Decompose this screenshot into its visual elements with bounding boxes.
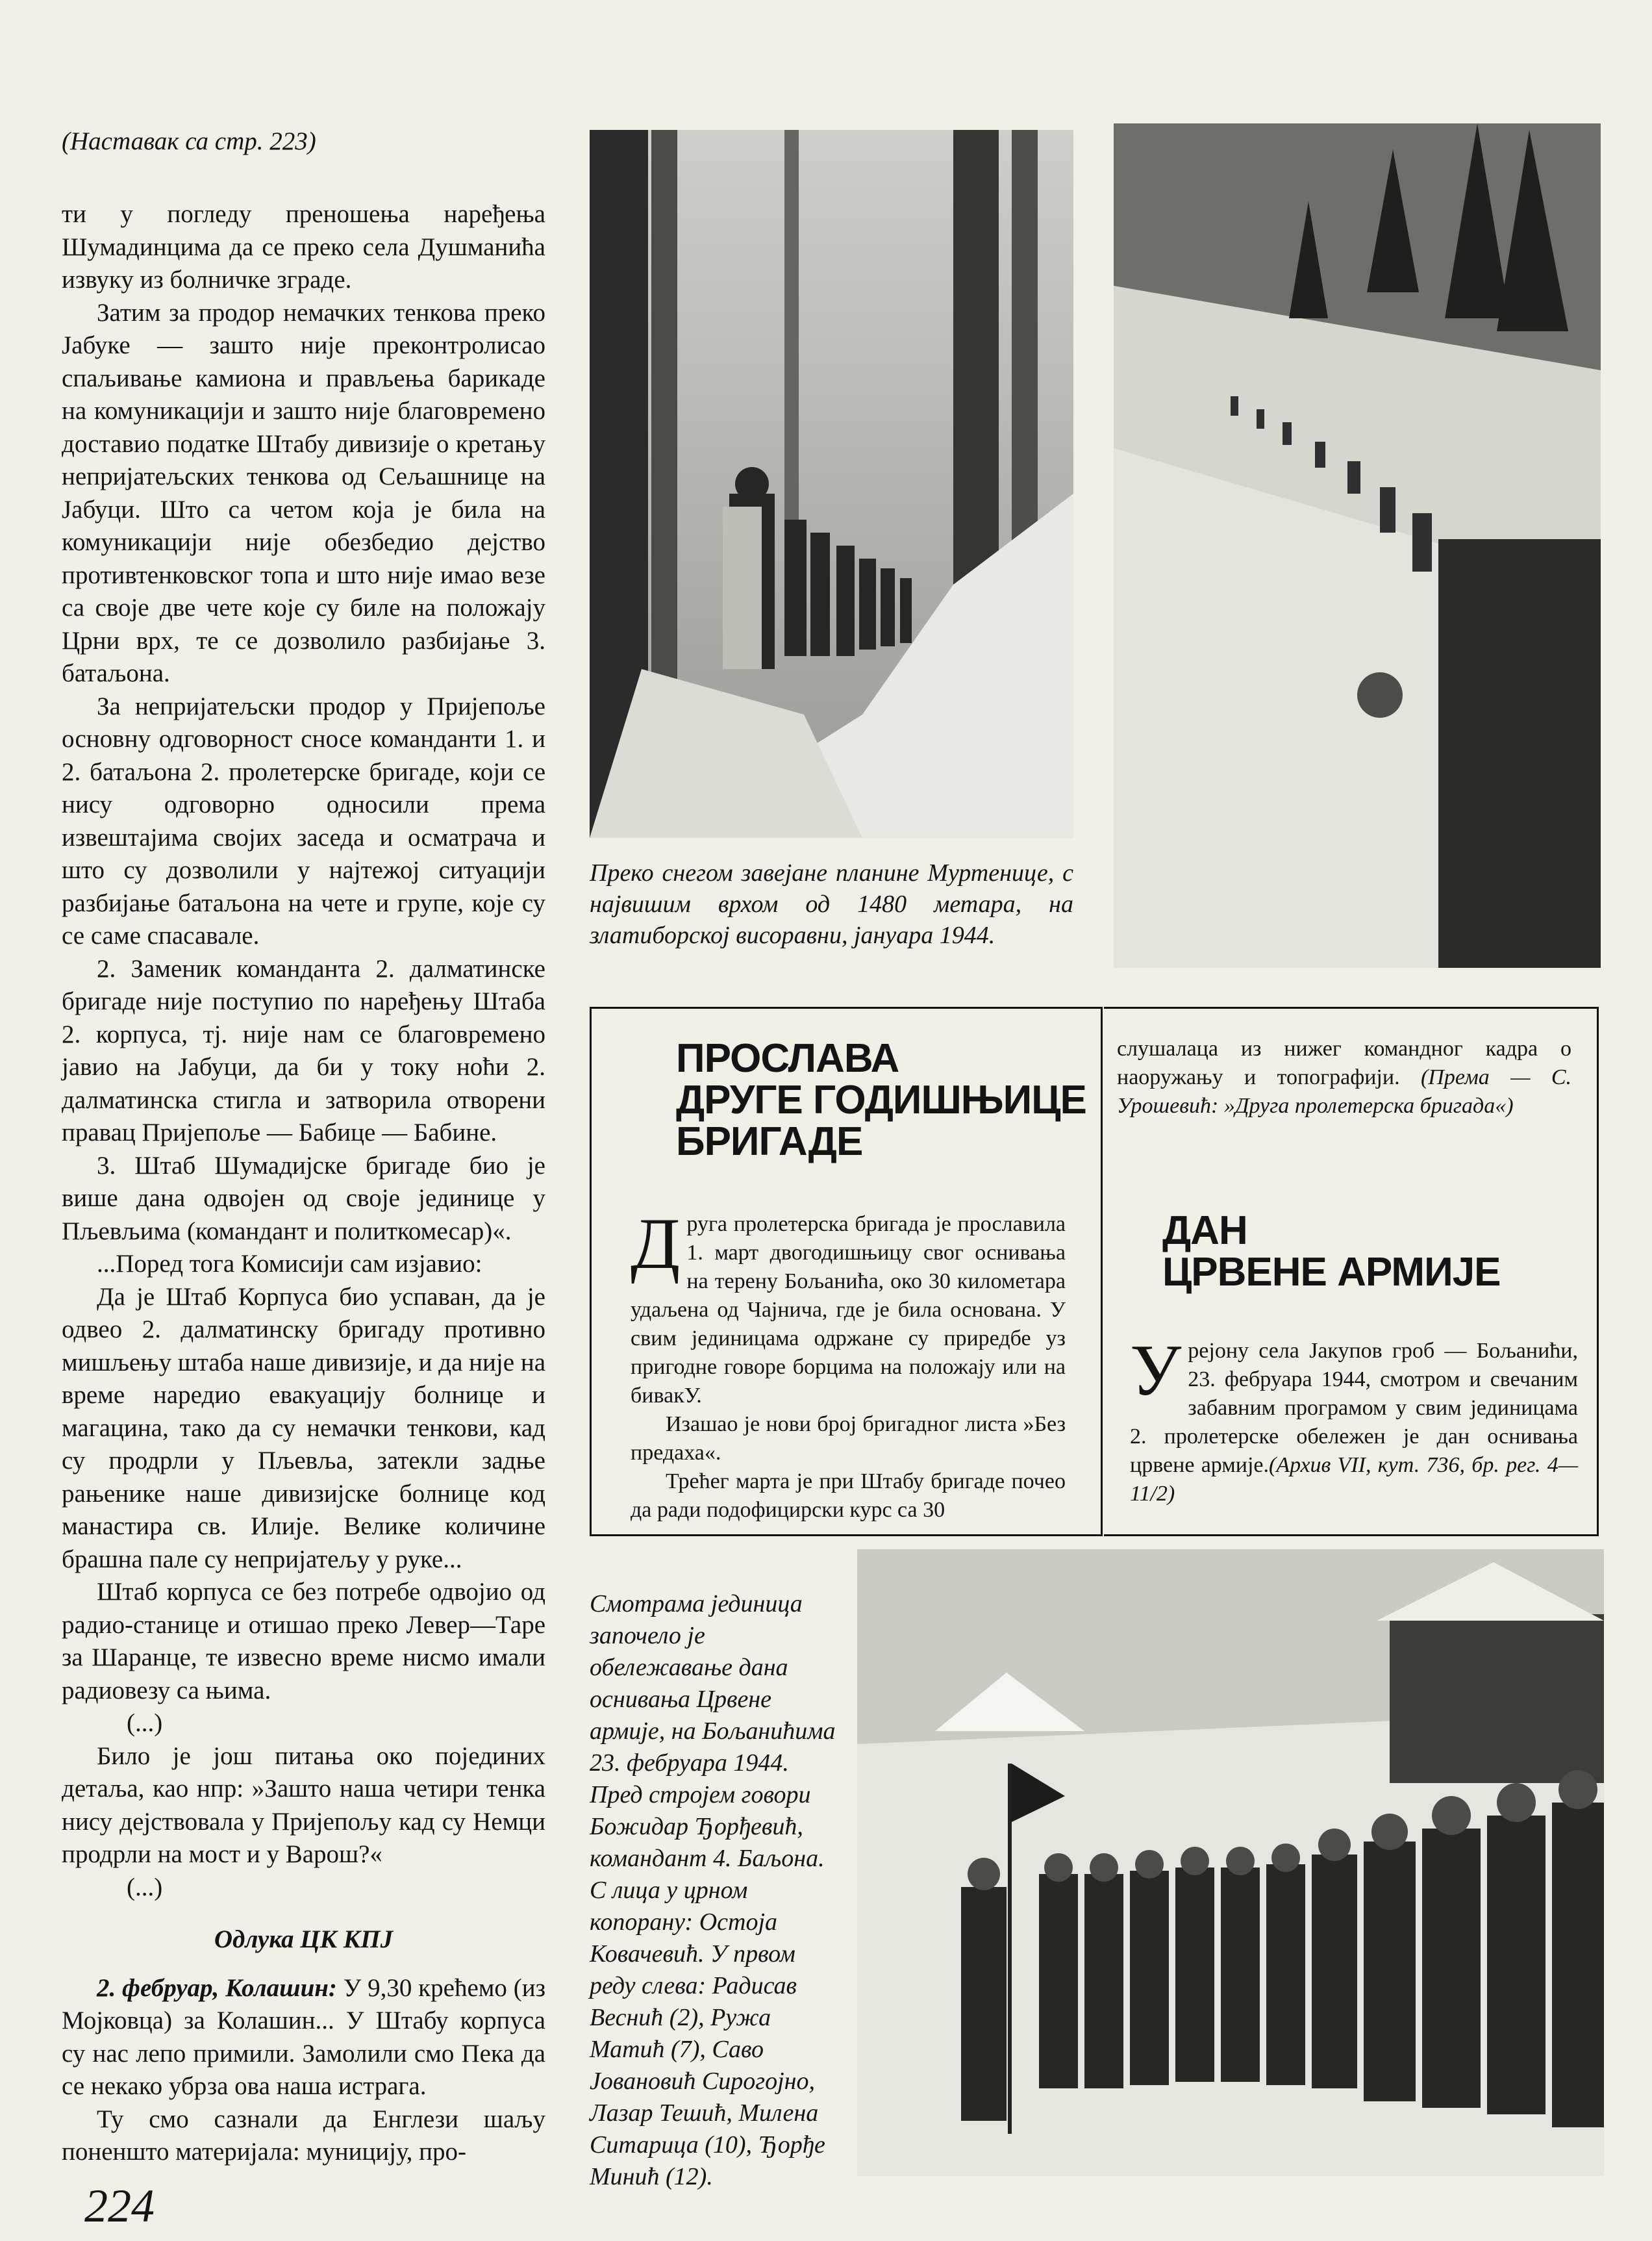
headline-line: БРИГАДЕ <box>676 1119 863 1164</box>
paragraph: Било је још питања око појединих детаља, као нпр: »Зашто наша четири тенка нису дејствовала у Пријепољу кад су Немци продрли на мост и у Варош?« <box>62 1741 545 1868</box>
paragraph: ...Поред тога Комисији сам изјавио: <box>97 1250 482 1278</box>
dropcap: У <box>1130 1330 1182 1411</box>
continuation-text <box>1117 1035 1571 1120</box>
paragraph: За непријатељски продор у Пријепоље основну одговорност сносе команданти 1. и 2. батаљона 2. пролетерске бригаде, који се нису одговорно односили према извештајима својих заседа и осматрача и што су дозволили у најтежој ситуацији разбијање батаљона на чете и групе, које су се саме спасавале. <box>62 692 545 950</box>
paragraph-text: слушалаца из нижег командног кадра о наоружању и топографији. <box>1117 1037 1571 1089</box>
paragraph: Штаб корпуса се без потребе одвојио од радио-станице и отишао преко Левер—Таре за Шаранце, те извесно време нисмо имали радиовезу са њима. <box>62 1578 545 1704</box>
section-title: Одлука ЦК КПЈ <box>214 1925 394 1953</box>
photo-forest-column <box>590 130 1073 838</box>
page-number: 224 <box>84 2180 155 2232</box>
paragraph: ти у погледу преношења наређења Шумадинцима да се преко села Душманића извуку из болничке зграде. <box>62 200 545 294</box>
archive-note: (Архив VII, кут. 736, бр. рег. 4—11/2) <box>1130 1453 1578 1506</box>
headline-line: ДАН <box>1162 1208 1247 1253</box>
date-lead: 2. фебруар, Колашин: <box>97 1973 337 2002</box>
red-army-text <box>1130 1330 1578 1508</box>
snow-slope-image <box>1114 123 1601 968</box>
paragraph-text: У 9,30 крећемо (из Мојковца) за Колашин... У Штабу корпуса су нас лепо примили. Замолили смо Пека да се некако убрза ова наша истрага. <box>62 1973 545 2100</box>
paragraph-text: рејону села Јакупов гроб — Бољанићи, 23. фебруара 1944, смотром и свечаним забавним програмом у свим јединицама 2. пролетерске обележен је дан оснивања црвене армије. <box>1130 1339 1578 1477</box>
paragraph <box>1130 1330 1578 1508</box>
paragraph <box>631 1204 1066 1410</box>
paragraph: Да је Штаб Корпуса био успаван, да је одвео 2. далматинску бригаду противно мишљењу штаба наше дивизије, и да није на време наредио евакуацију болнице и магацина, тако да су немачки тенкови, кад су продрли у Пљевља, затекли задње рањенике наше дивизијске болнице код манастира св. Илије. Велике количине брашна пале су непријатељу у руке... <box>62 1282 545 1573</box>
dropcap: Д <box>631 1204 681 1284</box>
paragraph: 3. Штаб Шумадијске бригаде био је више дана одвојен од своје јединице у Пљевљима (командант и политкомесар)«. <box>62 1151 545 1245</box>
paragraph-text: руга пролетерска бригада је прославила 1. март двогодишњицу свог оснивања на терену Бољанића, око 30 километара удаљена од Чајнича, где је била основана. У свим јединицама одржане су приредбе уз пригодне говоре борцима на положају или на бивакУ. <box>631 1212 1066 1408</box>
photo-mountain-slope <box>1114 123 1601 968</box>
headline-line: ПРОСЛАВА <box>676 1036 899 1081</box>
snow-forest-image <box>590 130 1073 838</box>
headline-line: ЦРВЕНЕ АРМИЈЕ <box>1162 1250 1501 1295</box>
paragraph: Трећег марта је при Штабу бригаде почео да ради подофицирски курс са 30 <box>631 1469 1066 1522</box>
red-army-headline <box>1162 1210 1500 1293</box>
paragraph: Затим за продор немачких тенкова преко Јабуке — зашто није преконтролисао спаљивање камиона и прављења барикаде на комуникацији и зашто није благовремено доставио податке Штабу дивизије о кретању непријатељских тенкова од Сељашнице на Јабуци. Што са четом која је била на комуникацији није обезбедио дејство противтенковског топа и што није имао везе са своје две чете које су биле на положају Црни врх, те се дозволило разбијање 3. батаљона. <box>62 298 545 687</box>
paragraph: 2. Заменик команданта 2. далматинске бригаде није поступио по наређењу Штаба 2. корпуса, тј. није нам се благовремено јавио на Јабуци, да би у току ноћи 2. далматинска стигла и затворила отворени правац Пријепоље — Бабице — Бабине. <box>62 954 545 1146</box>
photo-red-army-day <box>857 1549 1604 2176</box>
source-note: (Према — С. Урошевић: »Друга пролетерска бригада«) <box>1117 1065 1572 1118</box>
headline-line: ДРУГЕ ГОДИШЊИЦЕ <box>676 1078 1086 1122</box>
continued-note: (Наставак са стр. 223) <box>62 127 316 155</box>
celebration-text <box>631 1204 1066 1525</box>
photo-caption-bottom: Смотрама јединица започело је обележавање дана оснивања Црвене армије, на Бољанићима 23. фебруара 1944. Пред стројем говори Божидар Ђорђевић, командант 4. Баљона. С лица у црном копорану: Остоја Ковачевић. У првом реду слева: Радисав Веснић (2), Ружа Матић (7), Саво Јовановић Сирогојно, Лазар Тешић, Милена Ситарица (10), Ђорђе Минић (12). <box>590 1590 836 2190</box>
paragraph: (...) <box>127 1873 163 1901</box>
celebration-headline <box>676 1038 1086 1163</box>
paragraph: Ту смо сазнали да Енглези шаљу поненшто материјала: муницију, про- <box>62 2105 545 2166</box>
parade-image <box>857 1549 1604 2176</box>
paragraph: Изашао је нови број бригадног листа »Без предаха«. <box>631 1412 1066 1465</box>
left-column <box>62 198 545 2169</box>
paragraph <box>62 1972 545 2103</box>
box-celebration <box>590 1007 1103 1536</box>
photo-caption-top: Преко снегом завејане планине Муртенице, с највишим врхом од 1480 метара, на златиборској висоравни, јануара 1944. <box>590 859 1073 949</box>
paragraph: (...) <box>127 1709 163 1737</box>
box-red-army-day <box>1104 1007 1599 1536</box>
